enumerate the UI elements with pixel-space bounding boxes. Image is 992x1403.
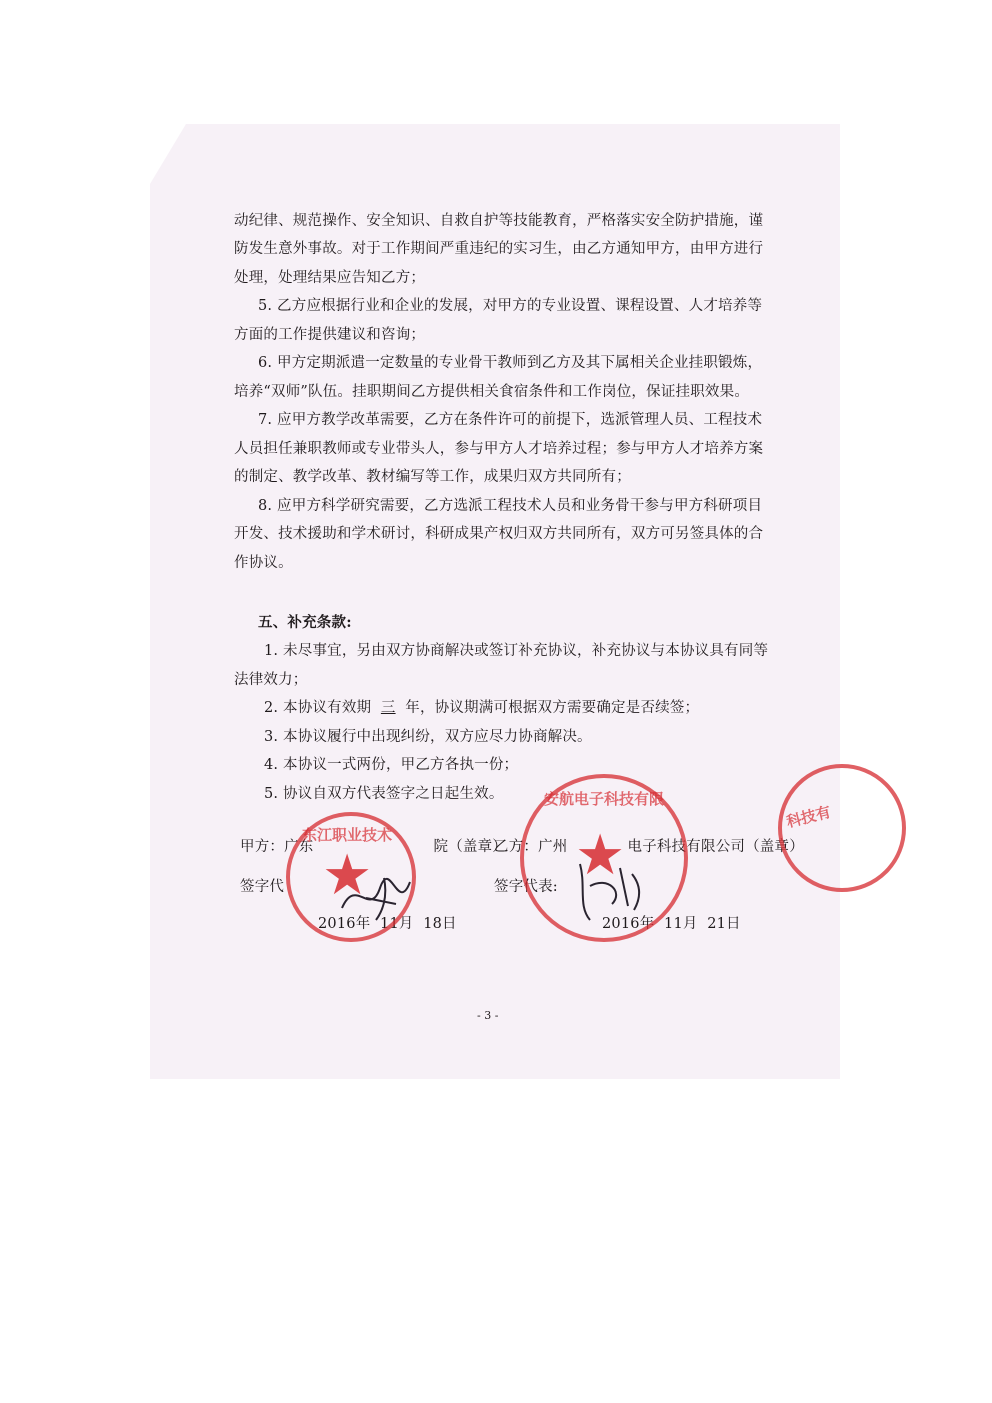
body-line: 防发生意外事故。对于工作期间严重违纪的实习生，由乙方通知甲方，由甲方进行 (234, 241, 764, 257)
body-line: 开发、技术援助和学术研讨，科研成果产权归双方共同所有，双方可另签具体的合 (234, 526, 764, 542)
party-a-date: 2016年 11月 18日 (318, 916, 457, 932)
section-heading: 五、补充条款: (258, 614, 352, 631)
party-a-label-start: 甲方：广东 (240, 839, 314, 855)
body-line: 的制定、教学改革、教材编写等工作，成果归双方共同所有； (234, 469, 631, 485)
page-number: - 3 - (477, 1009, 499, 1022)
body-line: 法律效力； (234, 672, 308, 688)
party-b-seal-text: 安航电子科技有限 (544, 790, 665, 808)
party-a-seal-text: 东江职业技术 (302, 826, 393, 844)
seal-star-icon: ★ (322, 843, 373, 908)
folded-corner (150, 124, 186, 184)
party-b-label-start: 乙方：广州 (494, 839, 568, 855)
supplement-item-5: 5. 协议自双方代表签字之日起生效。 (264, 786, 504, 802)
body-line: 作协议。 (234, 555, 293, 571)
party-a-signature-label: 签字代 (240, 879, 285, 895)
clause-7: 7. 应甲方教学改革需要，乙方在条件许可的前提下，选派管理人员、工程技术 (258, 412, 763, 428)
supplement-item-3: 3. 本协议履行中出现纠纷，双方应尽力协商解决。 (264, 729, 592, 745)
clause-8: 8. 应甲方科学研究需要，乙方选派工程技术人员和业务骨干参与甲方科研项目 (258, 498, 763, 514)
document-page (150, 124, 840, 1079)
item-2-prefix: 2. 本协议有效期 (264, 700, 372, 716)
partial-seal-right (778, 764, 906, 892)
supplement-item-2 (264, 698, 699, 718)
body-line: 人员担任兼职教师或专业带头人，参与甲方人才培养过程；参与甲方人才培养方案 (234, 441, 764, 457)
supplement-item-1: 1. 未尽事宜，另由双方协商解决或签订补充协议，补充协议与本协议具有同等 (264, 643, 769, 659)
seal-star-icon: ★ (575, 823, 626, 888)
clause-6: 6. 甲方定期派遣一定数量的专业骨干教师到乙方及其下属相关企业挂职锻炼， (258, 355, 763, 371)
party-b-signature (568, 856, 658, 926)
body-line: 培养“双师”队伍。挂职期间乙方提供相关食宿条件和工作岗位，保证挂职效果。 (234, 384, 750, 400)
validity-years-value: 三 (380, 700, 396, 716)
body-line: 处理，处理结果应告知乙方； (234, 270, 426, 286)
body-line: 动纪律、规范操作、安全知识、自救自护等技能教育，严格落实安全防护措施，谨 (234, 213, 764, 229)
supplement-item-4: 4. 本协议一式两份，甲乙方各执一份； (264, 757, 519, 773)
party-b-signature-label: 签字代表: (494, 879, 558, 895)
party-a-signature (336, 868, 426, 928)
party-b-date: 2016年 11月 21日 (602, 916, 741, 932)
partial-seal-text: 科技有 (784, 802, 833, 832)
party-a-label-end: 院（盖章） (433, 839, 507, 855)
party-b-label-end: 电子科技有限公司（盖章） (627, 839, 804, 855)
clause-5: 5. 乙方应根据行业和企业的发展，对甲方的专业设置、课程设置、人才培养等 (258, 298, 763, 314)
item-2-suffix: 年，协议期满可根据双方需要确定是否续签； (405, 700, 700, 716)
body-line: 方面的工作提供建议和咨询； (234, 327, 426, 343)
